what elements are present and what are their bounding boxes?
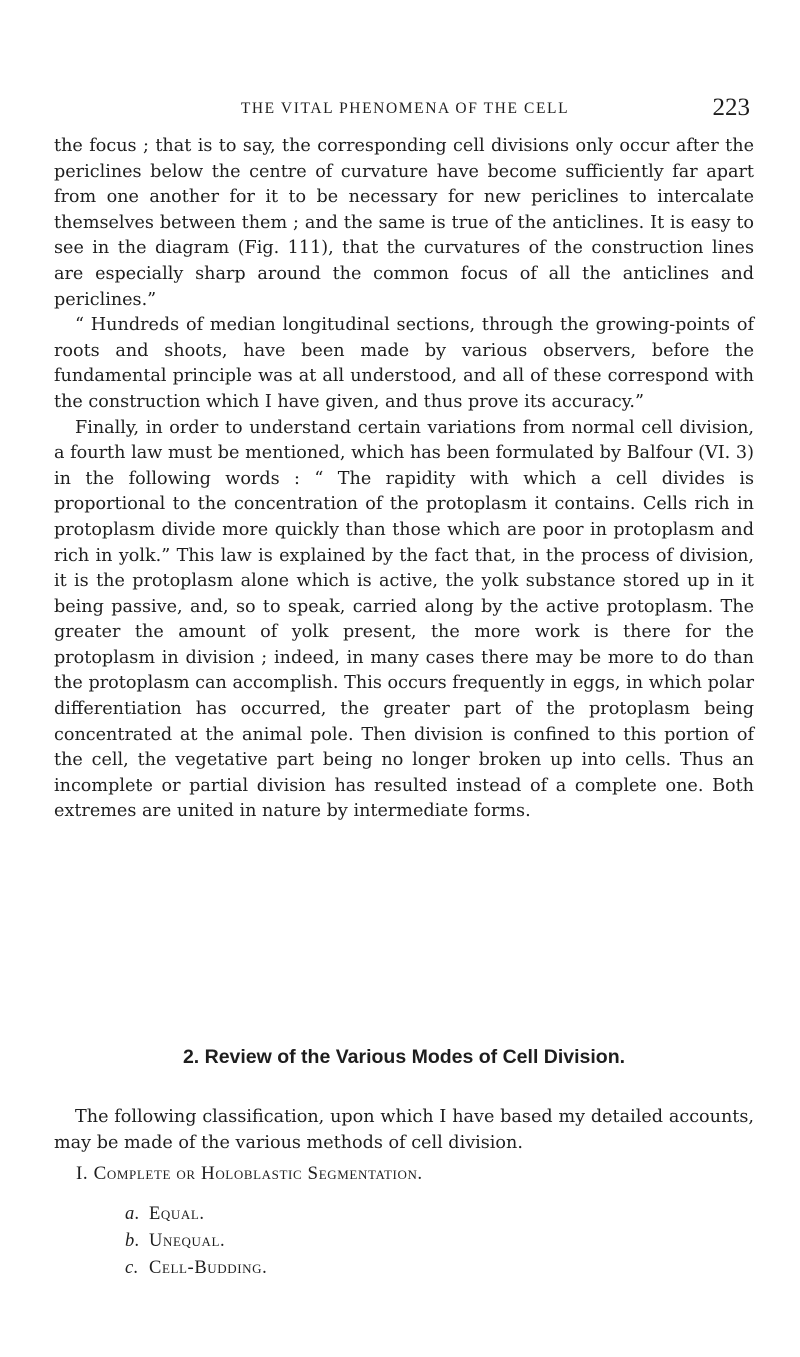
running-title: THE VITAL PHENOMENA OF THE CELL: [240, 100, 570, 117]
list-label: Equal.: [149, 1204, 205, 1224]
list-label: Unequal.: [149, 1231, 226, 1251]
classification-heading: I. Complete or Holoblastic Segmentation.: [76, 1163, 423, 1184]
list-label: Cell-Budding.: [149, 1258, 268, 1278]
list-marker: b.: [125, 1231, 141, 1251]
list-item: [125, 1204, 267, 1231]
paragraph-continuation: the focus ; that is to say, the corresponding cell divisions only occur after the periclines below the centre of curvature have become sufficiently far apart from one another for it to be necessary for new periclines to intercalate themselves between them ; and the same is true of the anticlines. It is easy to see in the diagram (Fig. 111), that the curvatures of the construction lines are especially sharp around the common focus of all the anticlines and periclines.”: [54, 136, 754, 310]
page-number: 223: [712, 94, 750, 121]
classification-list: [125, 1204, 267, 1285]
list-item: [125, 1258, 267, 1285]
list-marker: c.: [125, 1258, 140, 1278]
list-item: [125, 1231, 267, 1258]
section-intro: The following classification, upon which I have based my detailed accounts, may be made of the various methods of cell division.: [54, 1106, 754, 1153]
paragraph-quotation: “ Hundreds of median longitudinal sections, through the growing-points of roots and shoots, have been made by various observers, before the fundamental principle was at all understood, and all of these correspond with the construction which I have given, and thus prove its accuracy.”: [54, 315, 754, 412]
body-text: [54, 134, 754, 825]
paragraph-fourth-law: Finally, in order to understand certain variations from normal cell division, a fourth law must be mentioned, which has been formulated by Balfour (VI. 3) in the following words : “ The rapidity with which a cell divides is proportional to the concentration of the protoplasm it contains. Cells rich in protoplasm divide more quickly than those which are poor in protoplasm and rich in yolk.” This law is explained by the fact that, in the process of division, it is the protoplasm alone which is active, the yolk substance stored up in it being passive, and, so to speak, carried along by the active protoplasm. The greater the amount of yolk present, the more work is there for the protoplasm in division ; indeed, in many cases there may be more to do than the protoplasm can accomplish. This occurs frequently in eggs, in which polar differentiation has occurred, the greater part of the protoplasm being concentrated at the animal pole. Then division is confined to this portion of the cell, the vegetative part being no longer broken up into cells. Thus an incomplete or partial division has resulted instead of a complete one. Both extremes are united in nature by intermediate forms.: [54, 417, 754, 822]
section-heading: 2. Review of the Various Modes of Cell Division.: [182, 1046, 626, 1068]
list-marker: a.: [125, 1204, 141, 1224]
running-head: [60, 94, 750, 128]
